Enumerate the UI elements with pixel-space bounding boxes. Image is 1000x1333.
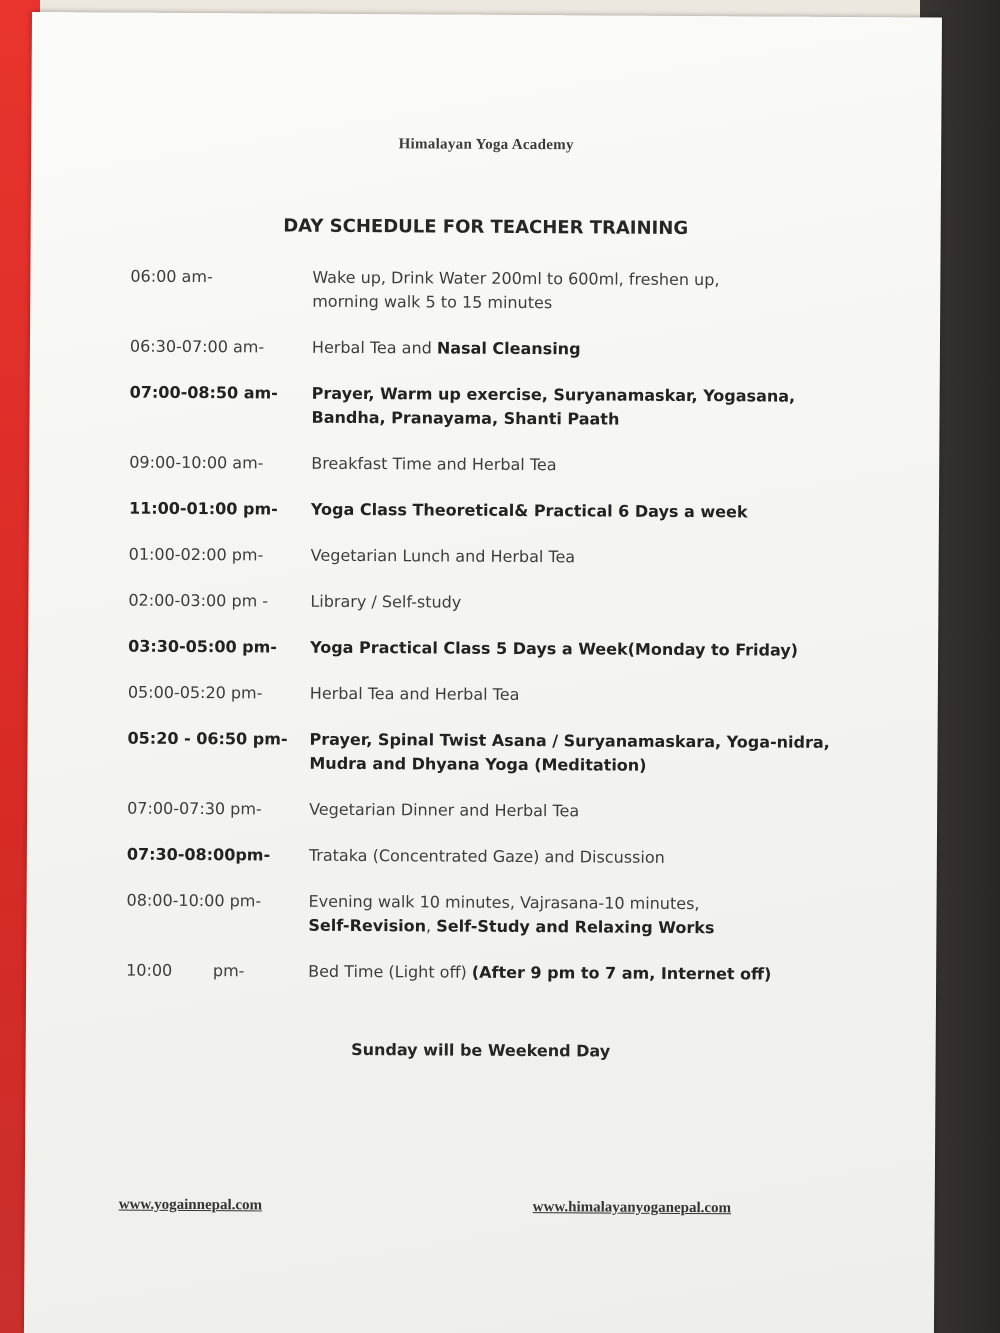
activity-line bbox=[312, 266, 850, 293]
activity-text: Vegetarian Dinner and Herbal Tea bbox=[309, 799, 580, 821]
schedule-list bbox=[126, 265, 850, 987]
schedule-row bbox=[129, 497, 849, 525]
schedule-row bbox=[129, 381, 849, 433]
activity-text: Yoga Class Theoretical& Practical 6 Days a week bbox=[310, 499, 748, 522]
schedule-row bbox=[126, 889, 846, 941]
weekend-note: Sunday will be Weekend Day bbox=[351, 1039, 611, 1061]
schedule-row bbox=[129, 543, 849, 571]
activity-line bbox=[308, 960, 846, 987]
activity-text: Bandha, Pranayama, Shanti Paath bbox=[311, 407, 620, 429]
activity-text: Evening walk 10 minutes, Vajrasana-10 minutes, bbox=[308, 891, 700, 914]
activity-text: Mudra and Dhyana Yoga (Meditation) bbox=[309, 753, 647, 775]
activity-line bbox=[308, 890, 846, 917]
activity-text: morning walk 5 to 15 minutes bbox=[312, 291, 553, 313]
activity-text: Breakfast Time and Herbal Tea bbox=[311, 453, 557, 475]
activity-line bbox=[310, 636, 848, 663]
schedule-time: 05:00-05:20 pm- bbox=[127, 682, 263, 703]
schedule-activity bbox=[308, 960, 846, 987]
activity-line bbox=[311, 498, 849, 525]
schedule-activity bbox=[312, 336, 850, 363]
activity-text: Herbal Tea and Herbal Tea bbox=[309, 683, 520, 704]
schedule-time: 07:00-08:50 am- bbox=[129, 382, 278, 403]
footer-link-right[interactable]: www.himalayanyoganepal.com bbox=[532, 1199, 732, 1217]
activity-line bbox=[312, 382, 850, 409]
schedule-activity bbox=[311, 382, 849, 433]
schedule-time: 05:20 - 06:50 pm- bbox=[127, 728, 288, 749]
schedule-time: 07:00-07:30 pm- bbox=[127, 798, 262, 819]
activity-line bbox=[309, 752, 847, 779]
footer-link-left[interactable]: www.yogainnepal.com bbox=[118, 1196, 263, 1214]
schedule-activity bbox=[308, 890, 846, 941]
schedule-activity bbox=[310, 682, 848, 709]
activity-text: Trataka (Concentrated Gaze) and Discussion bbox=[308, 845, 665, 867]
schedule-row bbox=[130, 335, 850, 363]
activity-line bbox=[309, 844, 847, 871]
activity-line bbox=[308, 914, 846, 941]
schedule-activity bbox=[310, 636, 848, 663]
schedule-row bbox=[130, 265, 850, 317]
activity-text: Self-Study and Relaxing Works bbox=[436, 916, 715, 938]
activity-text: Bed Time (Light off) bbox=[308, 961, 472, 982]
activity-text: Yoga Practical Class 5 Days a Week(Monday to Friday) bbox=[310, 637, 799, 660]
schedule-activity bbox=[310, 590, 848, 617]
activity-text: Prayer, Warm up exercise, Suryanamaskar, Yogasana, bbox=[311, 383, 796, 406]
schedule-activity bbox=[309, 728, 847, 779]
activity-text: Wake up, Drink Water 200ml to 600ml, freshen up, bbox=[312, 267, 720, 290]
schedule-row bbox=[128, 635, 848, 663]
activity-text: Herbal Tea and bbox=[311, 337, 437, 358]
schedule-row bbox=[127, 727, 847, 779]
schedule-sheet bbox=[24, 12, 942, 1333]
schedule-activity bbox=[309, 844, 847, 871]
schedule-time: 03:30-05:00 pm- bbox=[128, 636, 278, 657]
activity-text: Library / Self-study bbox=[310, 591, 462, 612]
schedule-time: 10:00 pm- bbox=[126, 960, 245, 981]
schedule-row bbox=[129, 451, 849, 479]
schedule-activity bbox=[311, 544, 849, 571]
schedule-row bbox=[128, 589, 848, 617]
schedule-row bbox=[127, 843, 847, 871]
activity-text: Nasal Cleansing bbox=[436, 338, 581, 359]
schedule-row bbox=[126, 959, 846, 987]
activity-line bbox=[310, 590, 848, 617]
schedule-time: 01:00-02:00 pm- bbox=[128, 544, 264, 565]
activity-text: Vegetarian Lunch and Herbal Tea bbox=[310, 545, 576, 567]
schedule-activity bbox=[312, 266, 850, 317]
activity-line bbox=[311, 544, 849, 571]
activity-line bbox=[312, 290, 850, 317]
schedule-time: 06:00 am- bbox=[130, 266, 213, 287]
activity-line bbox=[309, 798, 847, 825]
activity-text: (After 9 pm to 7 am, Internet off) bbox=[471, 962, 772, 984]
activity-text: , bbox=[426, 916, 437, 936]
schedule-row bbox=[128, 681, 848, 709]
activity-line bbox=[312, 336, 850, 363]
activity-text: Prayer, Spinal Twist Asana / Suryanamaskara, Yoga-nidra, bbox=[309, 729, 830, 752]
schedule-time: 06:30-07:00 am- bbox=[129, 336, 265, 357]
activity-text: Self-Revision bbox=[308, 915, 427, 936]
activity-line bbox=[311, 452, 849, 479]
schedule-time: 07:30-08:00pm- bbox=[126, 844, 271, 865]
schedule-activity bbox=[311, 452, 849, 479]
schedule-activity bbox=[309, 798, 847, 825]
activity-line bbox=[311, 406, 849, 433]
activity-line bbox=[310, 682, 848, 709]
schedule-time: 02:00-03:00 pm - bbox=[128, 590, 269, 611]
academy-name: Himalayan Yoga Academy bbox=[398, 136, 574, 154]
schedule-time: 11:00-01:00 pm- bbox=[128, 498, 278, 519]
page-title: DAY SCHEDULE FOR TEACHER TRAINING bbox=[283, 215, 689, 240]
schedule-time: 08:00-10:00 pm- bbox=[126, 890, 262, 911]
schedule-row bbox=[127, 797, 847, 825]
schedule-activity bbox=[311, 498, 849, 525]
schedule-time: 09:00-10:00 am- bbox=[129, 452, 264, 473]
activity-line bbox=[309, 728, 847, 755]
